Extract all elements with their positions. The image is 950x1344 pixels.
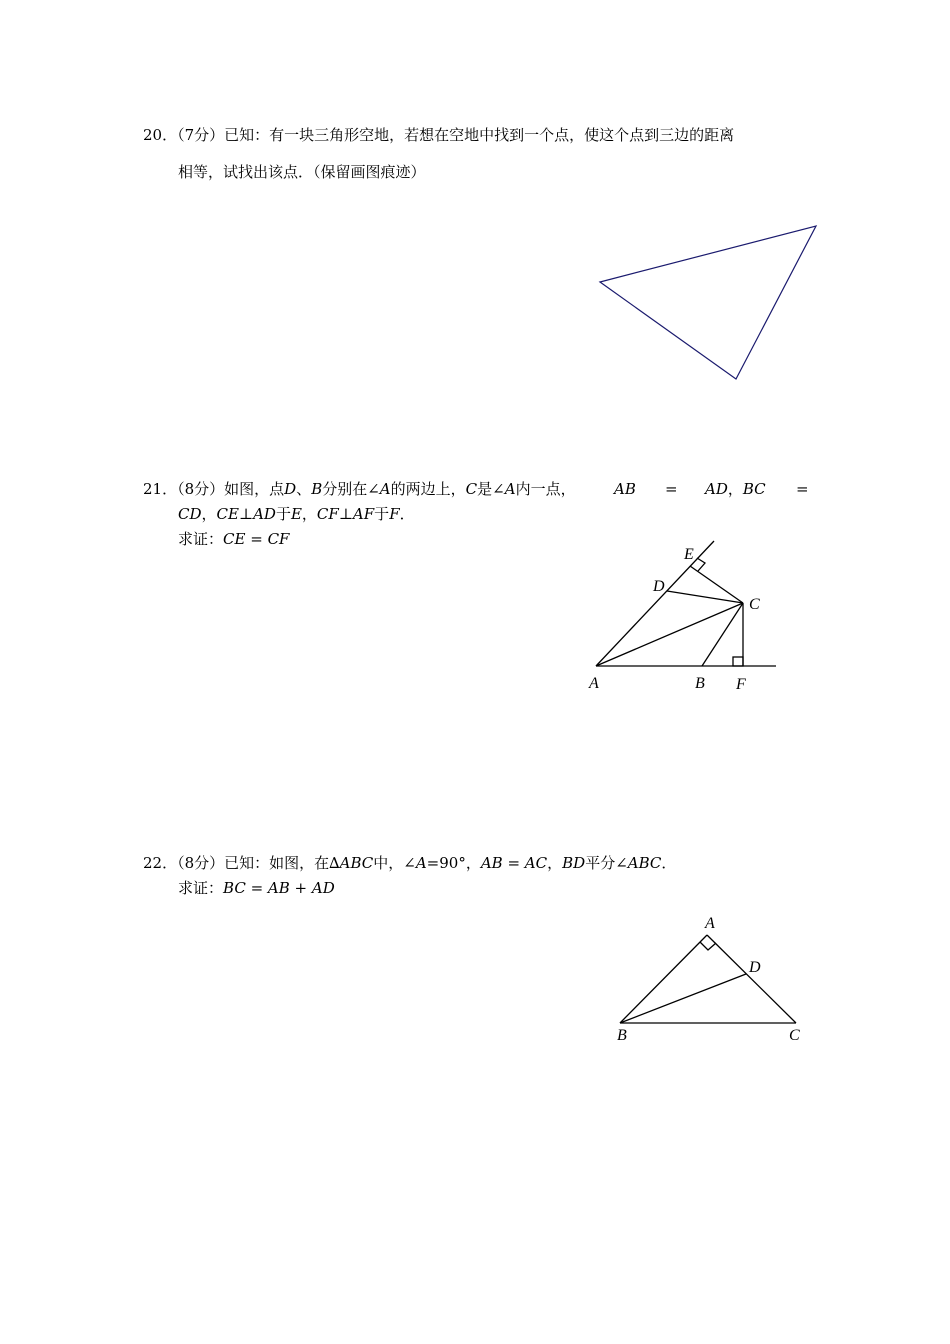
q21-prove-label: 求证： xyxy=(178,530,224,548)
q21-E: E xyxy=(290,505,302,523)
q22-prove-BC: BC xyxy=(223,879,246,897)
q22-seg-AC xyxy=(707,935,796,1023)
q22-prove-eq: = xyxy=(245,879,268,897)
q21-text-d: 是∠ xyxy=(477,480,505,498)
q21-AF: AF xyxy=(352,505,375,523)
q22-bisect: 平分∠ xyxy=(585,854,628,872)
q22-prove-label: 求证： xyxy=(178,879,224,897)
q22-text-a: （8分）已知：如图，在 xyxy=(177,854,330,872)
q21-yu1: 于 xyxy=(275,505,291,523)
q22-angle: =90°， xyxy=(426,854,481,872)
q21-CE: CE xyxy=(216,505,239,523)
q21-prove-rhs: CF xyxy=(267,530,290,548)
q21-perp1: ⊥ xyxy=(238,505,254,523)
q21-var-B: B xyxy=(311,480,323,498)
q21-var-A: A xyxy=(379,480,391,498)
q21-prove-lhs: CE xyxy=(223,530,246,548)
q22-label-A: A xyxy=(705,915,715,932)
q21-CD: CD xyxy=(178,505,202,523)
q21-eq2: = xyxy=(796,480,809,498)
q22-A: A xyxy=(415,854,427,872)
q21-comma1: ， xyxy=(727,480,743,498)
q22-eq: = xyxy=(502,854,525,872)
q21-AB: AB xyxy=(614,480,636,498)
q21-label-C: C xyxy=(749,596,760,613)
q22-comma: ， xyxy=(547,854,563,872)
q21-label-E: E xyxy=(684,546,694,563)
q20-number: 20． xyxy=(143,126,178,144)
q21-perp2: ⊥ xyxy=(338,505,353,523)
q22-seg-BD xyxy=(620,974,746,1023)
q21-label-D: D xyxy=(653,578,665,595)
q21-label-B: B xyxy=(695,675,705,692)
q21-sep: 、 xyxy=(296,480,312,498)
q22-AB: AB xyxy=(480,854,503,872)
q22-ABC2: ABC xyxy=(627,854,662,872)
q21-text-e: 内一点， xyxy=(515,480,576,498)
q22-BD: BD xyxy=(562,854,586,872)
q22-triangle-symbol: ∆ xyxy=(329,854,340,872)
q22-period: ． xyxy=(661,854,677,872)
q22-number: 22． xyxy=(143,854,178,872)
q22-AC: AC xyxy=(524,854,548,872)
q21-period: ． xyxy=(399,505,415,523)
q21-text-c: 的两边上， xyxy=(390,480,466,498)
q22-prove-plus: + xyxy=(289,879,312,897)
q21-yu2: 于 xyxy=(374,505,390,523)
q21-CF: CF xyxy=(316,505,339,523)
q22-prove-AD: AD xyxy=(311,879,335,897)
q22-seg-AB xyxy=(620,935,707,1023)
q21-label-A: A xyxy=(589,675,599,692)
q22-ABC: ABC xyxy=(339,854,374,872)
q21-eq1: = xyxy=(665,480,678,498)
q20-text-1: （7分）已知：有一块三角形空地，若想在空地中找到一个点，使这个点到三边的距离 xyxy=(177,126,735,144)
q21-text-a: （8分）如图，点 xyxy=(177,480,285,498)
q22-label-B: B xyxy=(617,1027,627,1044)
q21-AD: AD xyxy=(705,480,728,498)
q22-label-C: C xyxy=(789,1027,800,1044)
q21-text-b: 分别在∠ xyxy=(322,480,380,498)
q20-line2: 相等，试找出该点．（保留画图痕迹） xyxy=(178,163,426,181)
q21-prove-eq: = xyxy=(245,530,268,548)
q22-zhong: 中，∠ xyxy=(373,854,416,872)
q21-var-C: C xyxy=(465,480,478,498)
q21-AD2: AD xyxy=(253,505,276,523)
q22-prove-AB: AB xyxy=(267,879,290,897)
q21-F: F xyxy=(389,505,400,523)
q21-label-F: F xyxy=(736,676,746,693)
q21-number: 21． xyxy=(143,480,178,498)
q21-comma3: ， xyxy=(301,505,317,523)
q21-comma2: ， xyxy=(201,505,217,523)
q22-label-D: D xyxy=(749,959,761,976)
q21-var-A2: A xyxy=(504,480,516,498)
q22-right-angle-A xyxy=(700,942,716,950)
q21-BC: BC xyxy=(742,480,766,498)
q21-var-D: D xyxy=(284,480,297,498)
